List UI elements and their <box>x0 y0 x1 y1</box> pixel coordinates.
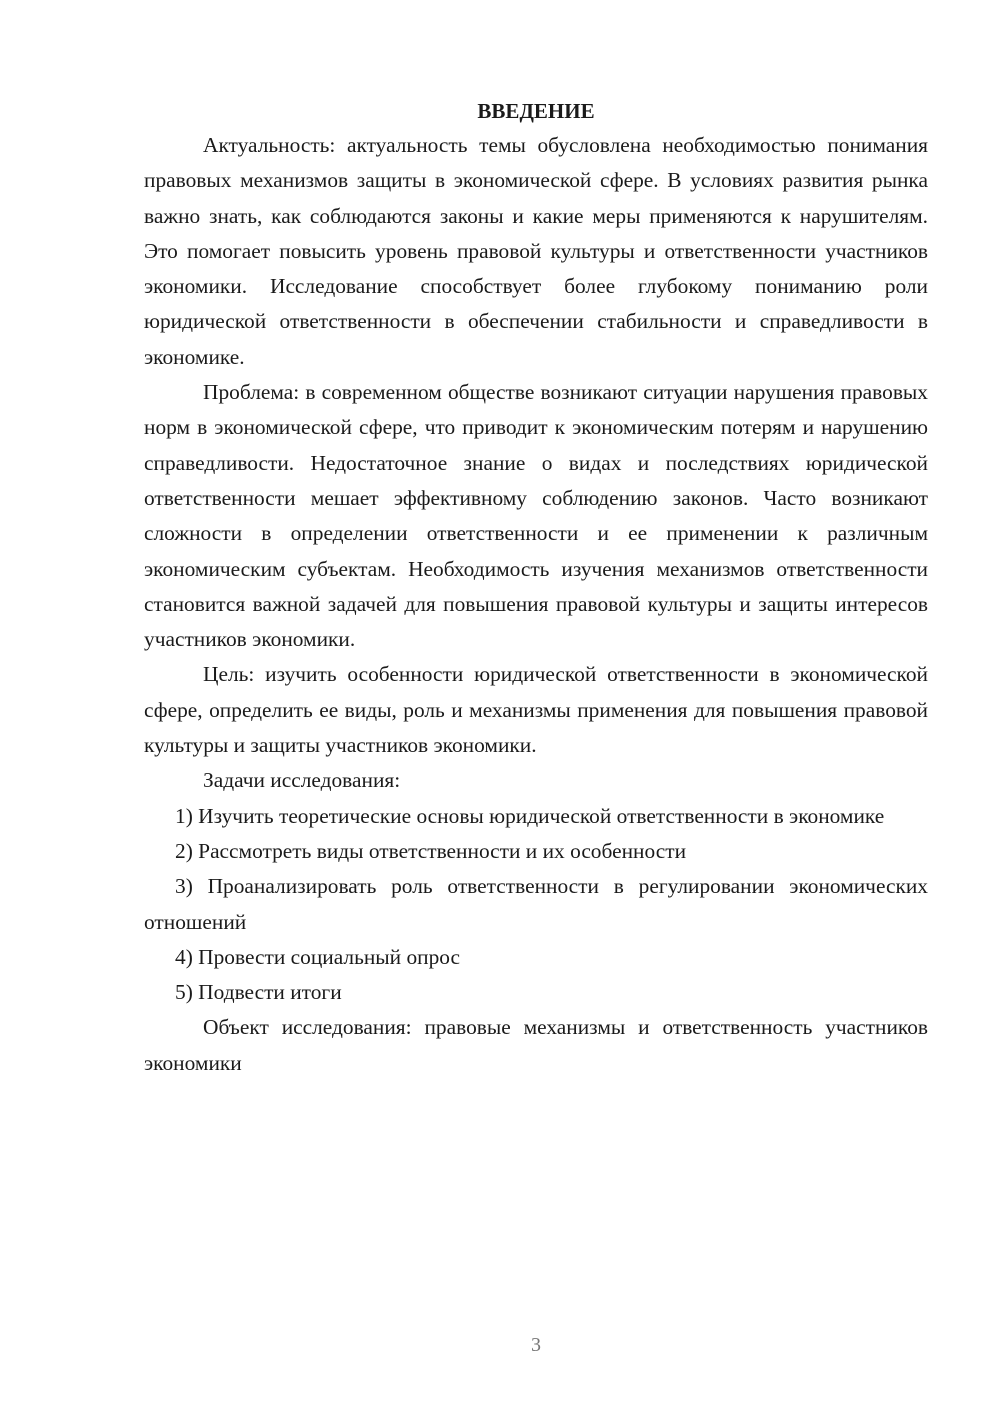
task-item-4: 4) Провести социальный опрос <box>175 944 461 969</box>
problem-paragraph: Проблема: в современном обществе возникают ситуации нарушения правовых норм в экономической сфере, что приводит к экономическим потерям и нарушению справедливости. Недостаточное знание о видах и последствиях юридической ответственности мешает эффективному соблюдению законов. Часто возникают сложности в определении ответственности и ее применении к различным экономическим субъектам. Необходимость изучения механизмов ответственности становится важной задачей для повышения правовой культуры и защиты интересов участников экономики. <box>144 380 928 652</box>
task-item-1: 1) Изучить теоретические основы юридической ответственности в экономике <box>175 803 885 828</box>
tasks-heading: Задачи исследования: <box>203 768 401 793</box>
task-item-3: 3) Проанализировать роль ответственности в регулировании экономических отношений <box>144 874 928 934</box>
section-title: ВВЕДЕНИЕ <box>477 99 595 123</box>
object-paragraph: Объект исследования: правовые механизмы и ответственность участников экономики <box>144 1015 928 1075</box>
task-item-5: 5) Подвести итоги <box>175 980 342 1005</box>
task-item-2: 2) Рассмотреть виды ответственности и их особенности <box>175 838 687 863</box>
goal-paragraph: Цель: изучить особенности юридической ответственности в экономической сфере, определить ее виды, роль и механизмы применения для повышения правовой культуры и защиты участников экономики. <box>144 662 928 758</box>
page-number: 3 <box>531 1334 541 1356</box>
relevance-paragraph: Актуальность: актуальность темы обусловлена необходимостью понимания правовых механизмов защиты в экономической сфере. В условиях развития рынка важно знать, как соблюдаются законы и какие меры применяются к нарушителям. Это помогает повысить уровень правовой культуры и ответственности участников экономики. Исследование способствует более глубокому пониманию роли юридической ответственности в обеспечении стабильности и справедливости в экономике. <box>144 133 928 369</box>
document-page <box>144 94 928 1081</box>
